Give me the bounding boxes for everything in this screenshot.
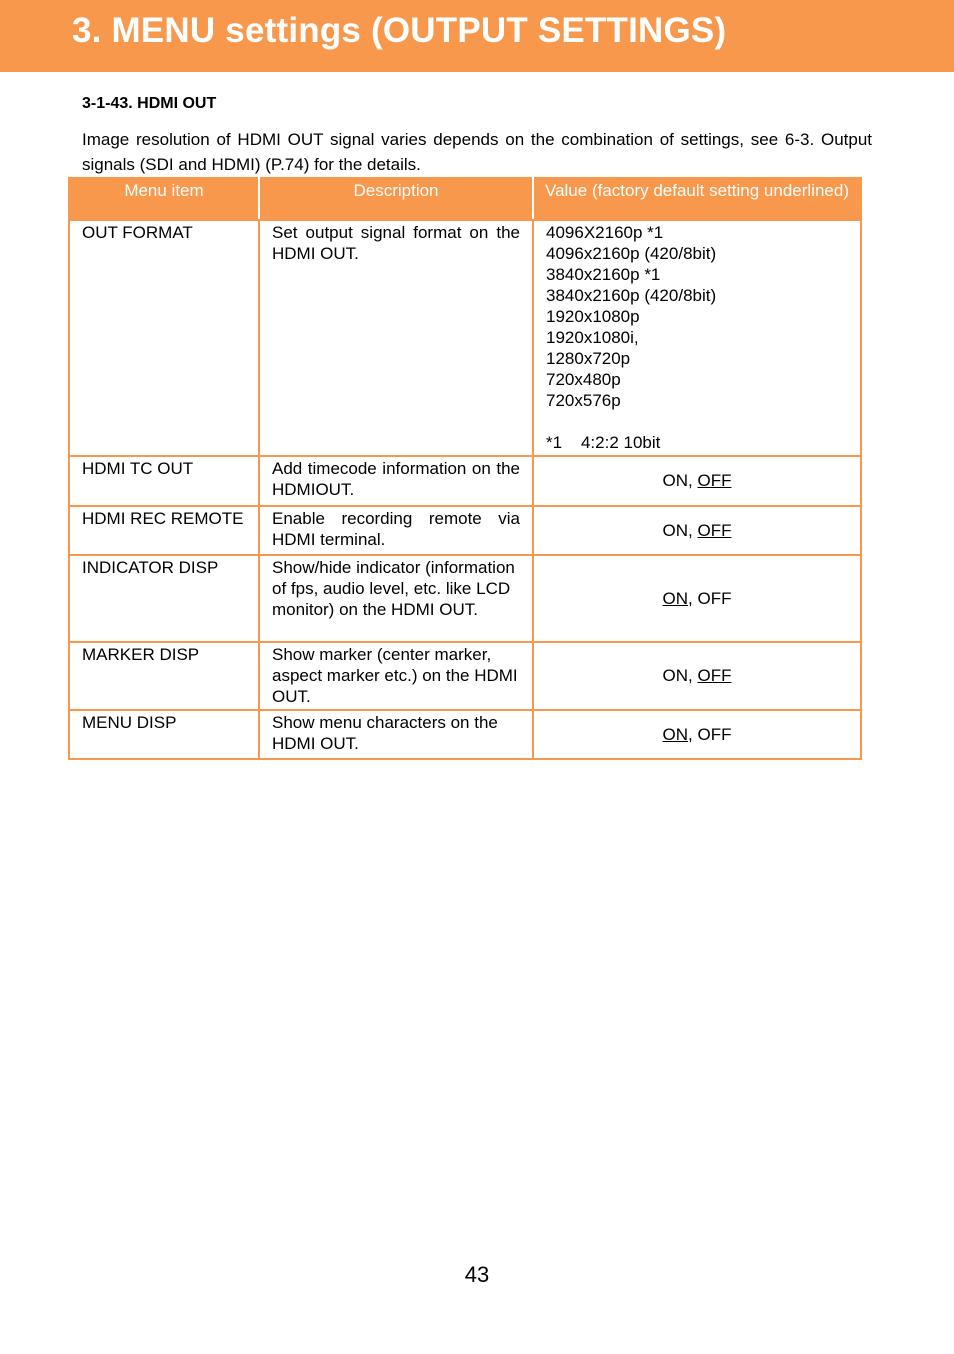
option-separator: ,: [688, 471, 698, 490]
table-row: [69, 710, 861, 759]
option-separator: ,: [688, 520, 698, 540]
option-off-default: OFF: [697, 471, 732, 490]
value-cell: [533, 710, 861, 759]
table-header-row: [69, 178, 861, 220]
option-off-default: OFF: [697, 520, 732, 540]
header-value: Value (factory default setting underlined): [533, 178, 861, 220]
option-on: ON: [662, 471, 689, 490]
option-on-default: ON: [662, 588, 689, 608]
menu-item-cell: INDICATOR DISP: [69, 555, 259, 642]
header-menu-item: Menu item: [69, 178, 259, 220]
value-cell: [533, 456, 861, 506]
option-off: OFF: [697, 588, 732, 608]
description-cell: Show menu characters on the HDMI OUT.: [259, 710, 533, 759]
description-cell: Show/hide indicator (information of fps, audio level, etc. like LCD monitor) on the HDMI OUT.: [259, 555, 533, 642]
format-option: 1920x1080p: [546, 307, 640, 326]
menu-item-cell: MARKER DISP: [69, 642, 259, 710]
format-option: 1920x1080i,: [546, 328, 639, 347]
table-row: [69, 506, 861, 555]
option-separator: ,: [688, 724, 698, 744]
intro-paragraph: Image resolution of HDMI OUT signal varies depends on the combination of settings, see 6-3. Output signals (SDI and HDMI) (P.74) for the details.: [82, 130, 872, 174]
title-banner: [0, 0, 954, 72]
format-option: 4096X2160p *1: [546, 223, 664, 242]
option-separator: ,: [688, 588, 698, 608]
option-off-default: OFF: [697, 666, 732, 685]
description-cell: Enable recording remote via HDMI terminal.: [259, 506, 533, 555]
menu-item-cell: MENU DISP: [69, 710, 259, 759]
table-row: [69, 220, 861, 456]
table-row: [69, 555, 861, 642]
section-title: 3-1-43. HDMI OUT: [82, 95, 217, 112]
value-cell: [533, 555, 861, 642]
format-option: 4096x2160p (420/8bit): [546, 244, 717, 263]
page-title: 3. MENU settings (OUTPUT SETTINGS): [72, 11, 727, 50]
option-on: ON: [662, 666, 689, 685]
table-row: [69, 642, 861, 710]
header-description: Description: [259, 178, 533, 220]
format-option: 1280x720p: [546, 349, 631, 368]
settings-table: [68, 177, 862, 760]
footnote: *1 4:2:2 10bit: [546, 433, 661, 452]
value-cell: [533, 642, 861, 710]
page-number: 43: [464, 1262, 490, 1287]
value-cell: [533, 220, 861, 456]
menu-item-cell: OUT FORMAT: [69, 220, 259, 456]
value-cell: [533, 506, 861, 555]
format-option: 3840x2160p (420/8bit): [546, 286, 717, 305]
description-cell: Show marker (center marker, aspect marker etc.) on the HDMI OUT.: [259, 642, 533, 710]
description-cell: Add timecode information on the HDMIOUT.: [259, 456, 533, 506]
table-row: [69, 456, 861, 506]
description-cell: Set output signal format on the HDMI OUT.: [259, 220, 533, 456]
option-on-default: ON: [662, 724, 689, 744]
format-option: 720x576p: [546, 391, 621, 410]
menu-item-cell: HDMI TC OUT: [69, 456, 259, 506]
menu-item-cell: HDMI REC REMOTE: [69, 506, 259, 555]
option-separator: ,: [688, 666, 698, 685]
option-on: ON: [662, 520, 689, 540]
spacer: [546, 411, 848, 432]
option-off: OFF: [697, 724, 732, 744]
format-option: 720x480p: [546, 370, 621, 389]
format-option: 3840x2160p *1: [546, 265, 661, 284]
